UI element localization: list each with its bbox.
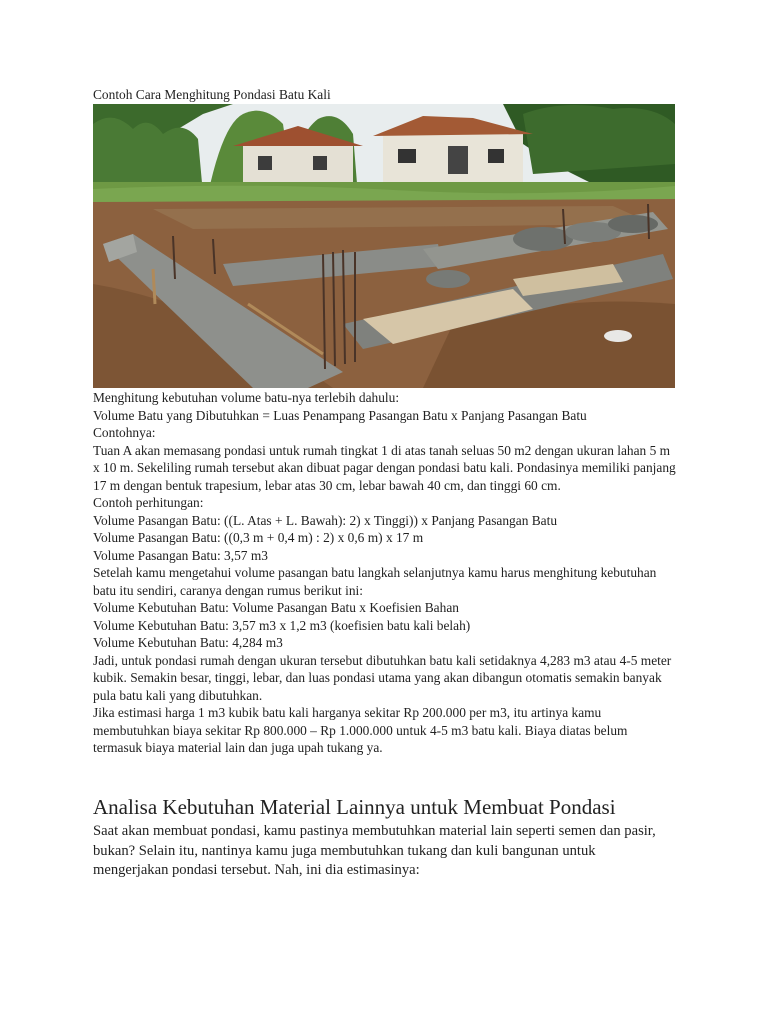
- paragraph: Menghitung kebutuhan volume batu-nya terlebih dahulu:: [93, 390, 400, 405]
- paragraph: Volume Batu yang Dibutuhkan = Luas Penampang Pasangan Batu x Panjang Pasangan Batu: [93, 407, 587, 423]
- paragraph: Tuan A akan memasang pondasi untuk rumah tingkat 1 di atas tanah seluas 50 m2 dengan ukuran lahan 5 m x 10 m. Sekeliling rumah tersebut akan dibuat pagar dengan pondasi batu kali. Pondasinya memiliki panjang 17 m dengan bentuk trapesium, lebar atas 30 cm, lebar bawah 40 cm, dan tinggi 60 cm.: [93, 442, 676, 493]
- paragraph: Contoh perhitungan:: [93, 495, 204, 510]
- body-text: [93, 389, 678, 757]
- paragraph: Volume Kebutuhan Batu: Volume Pasangan Batu x Koefisien Bahan: [93, 600, 459, 615]
- paragraph: Volume Pasangan Batu: ((L. Atas + L. Bawah): 2) x Tinggi)) x Panjang Pasangan Batu: [93, 512, 558, 528]
- paragraph: Setelah kamu mengetahui volume pasangan batu langkah selanjutnya kamu harus menghitung kebutuhan batu itu sendiri, caranya dengan rumus berikut ini:: [93, 565, 657, 598]
- paragraph: Jadi, untuk pondasi rumah dengan ukuran tersebut dibutuhkan batu kali setidaknya 4,283 m3 atau 4-5 meter kubik. Semakin besar, tinggi, lebar, dan luas pondasi utama yang akan dibangun otomatis semakin banyak pula batu kali yang dibutuhkan.: [93, 652, 672, 703]
- section-intro: Saat akan membuat pondasi, kamu pastinya membutuhkan material lain seperti semen dan pasir, bukan? Selain itu, nantinya kamu juga membutuhkan tukang dan kuli bangunan untuk mengerjakan pondasi tersebut. Nah, ini dia estimasinya:: [93, 823, 656, 878]
- section-heading: Analisa Kebutuhan Material Lainnya untuk Membuat Pondasi: [93, 795, 616, 819]
- paragraph: Volume Pasangan Batu: 3,57 m3: [93, 547, 268, 563]
- paragraph: Volume Pasangan Batu: ((0,3 m + 0,4 m) : 2) x 0,6 m) x 17 m: [93, 530, 424, 545]
- paragraph: Contohnya:: [93, 425, 156, 440]
- paragraph: Jika estimasi harga 1 m3 kubik batu kali harganya sekitar Rp 200.000 per m3, itu artinya kamu membutuhkan biaya sekitar Rp 800.000 – Rp 1.000.000 untuk 4-5 m3 batu kali. Biaya diatas belum termasuk biaya material lain dan juga upah tukang ya.: [93, 705, 628, 755]
- image-caption: Contoh Cara Menghitung Pondasi Batu Kali: [93, 87, 331, 102]
- paragraph: Volume Kebutuhan Batu: 4,284 m3: [93, 635, 283, 650]
- foundation-construction-photo: [93, 104, 675, 388]
- paragraph: Volume Kebutuhan Batu: 3,57 m3 x 1,2 m3 (koefisien batu kali belah): [93, 617, 471, 633]
